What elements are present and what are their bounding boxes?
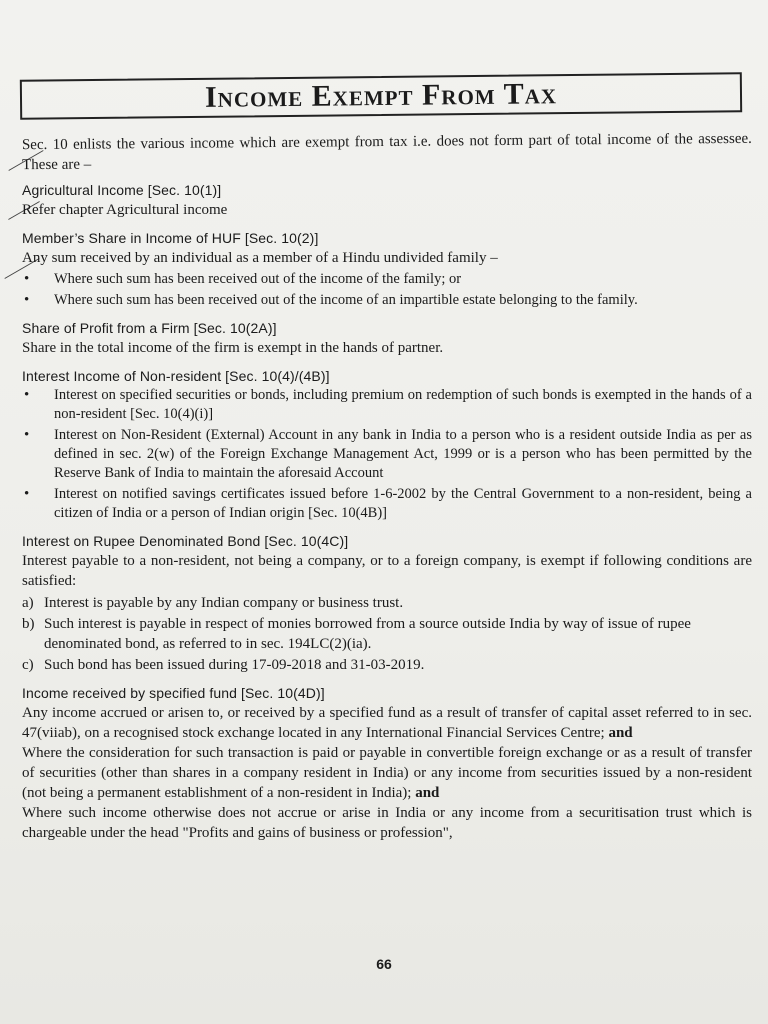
list-item: • Where such sum has been received out of the income of the family; or	[54, 270, 752, 289]
bullet-list	[22, 270, 752, 310]
conjunction: and	[415, 785, 440, 801]
page-number: 66	[376, 956, 392, 972]
list-item: • Interest on specified securities or bonds, including premium on redemption of such bonds is exempted in the hands of a non-resident [Sec. 10(4)(i)]	[54, 386, 752, 424]
intro-paragraph: Sec. 10 enlists the various income which are exempt from tax i.e. does not form part of total income of the assessee. These are –	[21, 130, 752, 174]
section-body: Any sum received by an individual as a member of a Hindu undivided family –	[22, 250, 498, 266]
list-item: • Interest on Non-Resident (External) Account in any bank in India to a person who is a resident outside India as per as defined in sec. 2(w) of the Foreign Exchange Management Act, 1999 or is a person who has been permitted by the Reserve Bank of India to maintain the aforesaid Account	[54, 426, 752, 483]
paragraph-text: Where such income otherwise does not accrue or arise in India or any income from a securitisation trust which is chargeable under the head "Profits and gains of business or profession",	[22, 805, 752, 841]
list-item-text: Interest is payable by any Indian company or business trust.	[44, 595, 404, 611]
list-item	[22, 614, 752, 654]
section-heading: Agricultural Income [Sec. 10(1)]	[22, 182, 222, 198]
section-paragraph	[22, 703, 752, 743]
title-box	[20, 72, 742, 120]
section-paragraph	[22, 743, 752, 803]
section-body: Refer chapter Agricultural income	[22, 202, 228, 218]
condition-list	[22, 593, 752, 675]
section-heading: Interest Income of Non-resident [Sec. 10(4)/(4B)]	[22, 368, 330, 384]
paragraph-text: Where the consideration for such transaction is paid or payable in convertible foreign exchange or as a result of transfer of securities (other than shares in a company resident in India) or any income from securities issued by a non-resident (not being a permanent establishment of a non-resident in India);	[22, 745, 752, 801]
list-item: • Where such sum has been received out of the income of an impartible estate belonging to the family.	[54, 291, 752, 310]
list-marker: b)	[22, 616, 35, 632]
paragraph-text: Any income accrued or arisen to, or received by a specified fund as a result of transfer of capital asset referred to in sec. 47(viiab), on a recognised stock exchange located in any International Financial Services Centre;	[22, 705, 752, 741]
list-marker: a)	[22, 595, 34, 611]
list-item-text: Such interest is payable in respect of monies borrowed from a source outside India by way of issue of rupee denominated bond, as referred to in sec. 194LC(2)(ia).	[44, 616, 691, 652]
section-heading: Share of Profit from a Firm [Sec. 10(2A)]	[22, 320, 277, 336]
page-title: Income Exempt From Tax	[204, 77, 558, 114]
document-body	[22, 132, 752, 843]
list-item	[22, 655, 752, 675]
section-heading: Income received by specified fund [Sec. 10(4D)]	[22, 685, 325, 701]
section-heading: Interest on Rupee Denominated Bond [Sec. 10(4C)]	[22, 533, 349, 549]
list-item-text: Such bond has been issued during 17-09-2018 and 31-03-2019.	[44, 657, 425, 673]
section-paragraph	[22, 803, 752, 843]
list-item: • Interest on notified savings certificates issued before 1-6-2002 by the Central Government to a non-resident, being a citizen of India or a person of Indian origin [Sec. 10(4B)]	[54, 485, 752, 523]
list-marker: c)	[22, 657, 34, 673]
section-body: Interest payable to a non-resident, not being a company, or to a foreign company, is exempt if following conditions are satisfied:	[22, 553, 752, 589]
list-item	[22, 593, 752, 613]
conjunction: and	[608, 725, 633, 741]
section-body: Share in the total income of the firm is exempt in the hands of partner.	[22, 340, 444, 356]
bullet-list	[22, 386, 752, 523]
section-heading: Member’s Share in Income of HUF [Sec. 10(2)]	[22, 230, 319, 246]
